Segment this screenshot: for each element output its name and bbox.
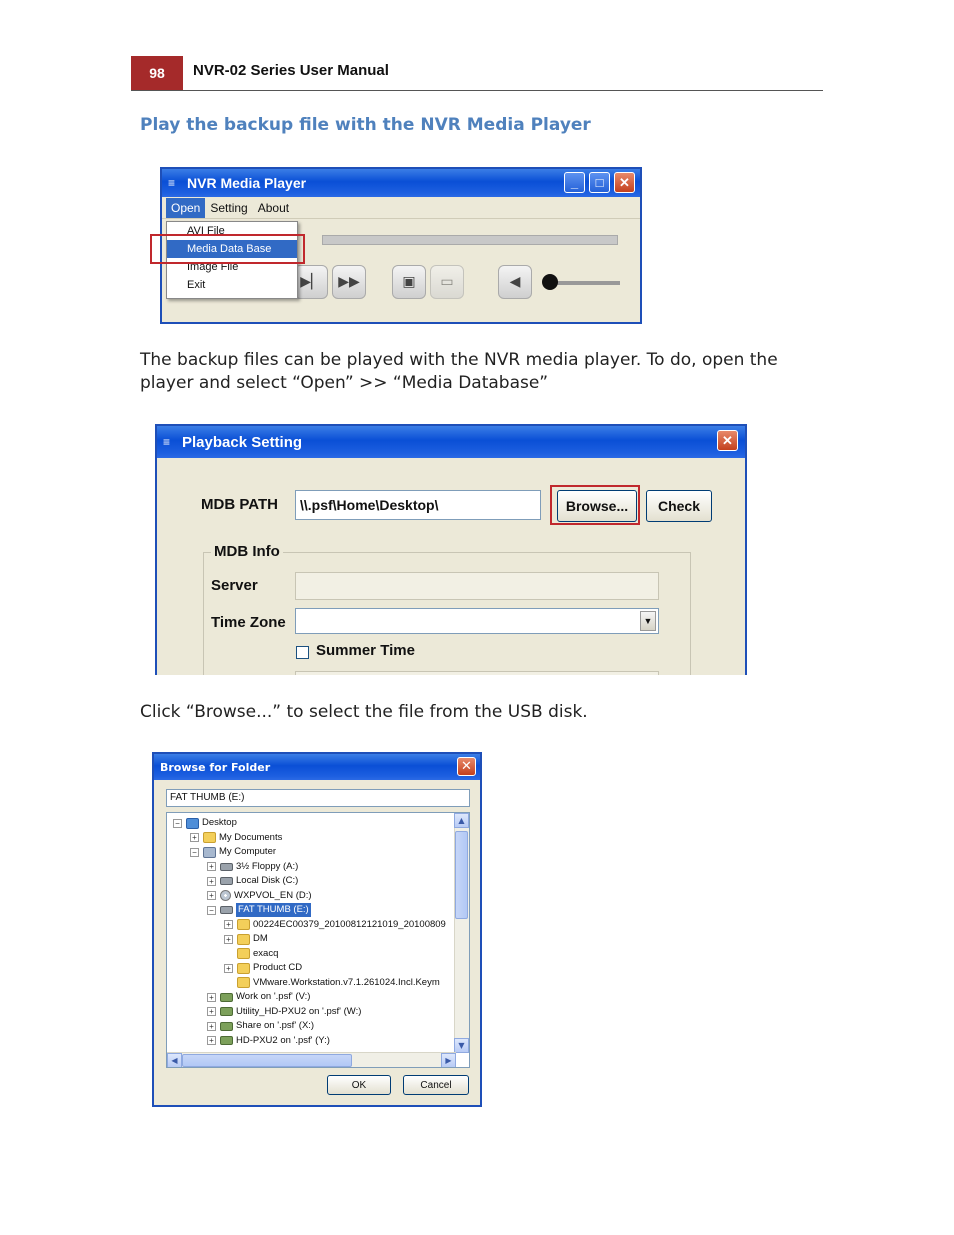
menu-open[interactable]: Open bbox=[166, 198, 205, 218]
tree-item[interactable] bbox=[207, 903, 311, 917]
tree-item-label: Utility_HD-PXU2 on '.psf' (W:) bbox=[236, 1005, 362, 1017]
scroll-down-icon[interactable]: ▼ bbox=[454, 1038, 469, 1053]
tree-item-label: exacq bbox=[253, 947, 279, 959]
close-icon[interactable]: ✕ bbox=[457, 757, 476, 776]
media-player-title: NVR Media Player bbox=[187, 175, 307, 191]
tree-item[interactable] bbox=[224, 918, 446, 932]
tree-item[interactable] bbox=[190, 845, 276, 859]
network-drive-icon bbox=[220, 993, 233, 1002]
playback-setting-window bbox=[155, 424, 747, 675]
summer-time-label: Summer Time bbox=[316, 642, 415, 659]
playback-setting-titlebar bbox=[157, 426, 745, 458]
collapse-icon[interactable]: − bbox=[190, 848, 199, 857]
scroll-left-icon[interactable]: ◀ bbox=[167, 1053, 182, 1068]
app-icon: ≡ bbox=[168, 176, 176, 190]
mdb-info-label: MDB Info bbox=[211, 543, 283, 560]
header-divider bbox=[131, 90, 823, 91]
tree-item-label: HD-PXU2 on '.psf' (Y:) bbox=[236, 1034, 330, 1046]
browse-folder-window bbox=[152, 752, 482, 1107]
highlight-media-data-base bbox=[150, 234, 305, 264]
page-number: 98 bbox=[131, 56, 183, 90]
maximize-icon[interactable]: □ bbox=[589, 172, 610, 193]
tree-item[interactable] bbox=[173, 816, 237, 830]
vertical-scrollbar[interactable] bbox=[454, 813, 469, 1053]
tree-item-label: Product CD bbox=[253, 962, 303, 973]
server-field bbox=[295, 572, 659, 600]
folder-path-field[interactable]: FAT THUMB (E:) bbox=[166, 789, 470, 807]
volume-slider-knob[interactable] bbox=[542, 274, 558, 290]
menu-setting[interactable]: Setting bbox=[210, 200, 248, 215]
folder-icon bbox=[237, 919, 250, 930]
network-drive-icon bbox=[220, 1007, 233, 1016]
paragraph-click-browse: Click “Browse...” to select the file from the USB disk. bbox=[140, 702, 588, 722]
partial-field bbox=[295, 671, 659, 675]
check-button[interactable]: Check bbox=[646, 490, 712, 522]
playback-progress-bar[interactable] bbox=[322, 235, 618, 245]
drive-icon bbox=[220, 877, 233, 885]
tree-item-label: FAT THUMB (E:) bbox=[238, 904, 309, 915]
step-forward-icon[interactable]: ▶▏ bbox=[294, 265, 328, 299]
horizontal-scroll-thumb[interactable] bbox=[182, 1054, 352, 1067]
fast-forward-icon[interactable]: ▶▶ bbox=[332, 265, 366, 299]
tree-item[interactable] bbox=[207, 1034, 330, 1048]
tree-item[interactable] bbox=[207, 874, 298, 888]
volume-speaker-icon[interactable]: ◀ bbox=[498, 265, 532, 299]
highlight-browse-button bbox=[550, 485, 640, 525]
time-zone-select[interactable] bbox=[295, 608, 659, 634]
drive-icon bbox=[220, 906, 233, 914]
drive-icon bbox=[220, 863, 233, 871]
computer-icon bbox=[203, 847, 216, 858]
folder-icon bbox=[203, 832, 216, 843]
browse-folder-title: Browse for Folder bbox=[160, 760, 271, 774]
tree-item[interactable] bbox=[224, 947, 278, 961]
manual-title: NVR-02 Series User Manual bbox=[193, 62, 389, 79]
collapse-icon[interactable]: − bbox=[207, 906, 216, 915]
paragraph-open-player: The backup files can be played with the NVR media player. To do, open the player and select “Open” >> “Media Database” bbox=[140, 350, 778, 393]
tree-item-label: WXPVOL_EN (D:) bbox=[234, 889, 312, 901]
expand-icon[interactable]: + bbox=[207, 993, 216, 1002]
playback-setting-title: Playback Setting bbox=[182, 433, 303, 451]
dvd-icon[interactable]: ▭ bbox=[430, 265, 464, 299]
expand-icon[interactable]: + bbox=[190, 833, 199, 842]
menu-item-avi-file[interactable]: AVI File bbox=[187, 225, 225, 237]
expand-icon[interactable]: + bbox=[224, 935, 233, 944]
scroll-up-icon[interactable]: ▲ bbox=[454, 813, 469, 828]
tree-item[interactable] bbox=[224, 961, 302, 975]
expand-icon[interactable]: + bbox=[207, 1036, 216, 1045]
section-title: Play the backup file with the NVR Media Player bbox=[140, 115, 591, 135]
tree-item[interactable] bbox=[207, 1019, 314, 1033]
collapse-icon[interactable]: − bbox=[173, 819, 182, 828]
expand-icon[interactable]: + bbox=[207, 877, 216, 886]
expand-icon[interactable]: + bbox=[207, 891, 216, 900]
cd-drive-icon bbox=[220, 890, 231, 901]
tree-item[interactable] bbox=[224, 976, 440, 990]
expand-icon[interactable]: + bbox=[224, 964, 233, 973]
tree-item-label: 00224EC00379_20100812121019_20100809 bbox=[253, 918, 446, 930]
ok-button[interactable]: OK bbox=[327, 1075, 391, 1095]
snapshot-camera-icon[interactable]: ▣ bbox=[392, 265, 426, 299]
volume-slider-track[interactable] bbox=[550, 281, 620, 285]
tree-item[interactable] bbox=[207, 990, 310, 1004]
menu-item-exit[interactable]: Exit bbox=[187, 279, 206, 291]
desktop-icon bbox=[186, 818, 199, 829]
expand-icon[interactable]: + bbox=[224, 920, 233, 929]
time-zone-label: Time Zone bbox=[211, 614, 286, 631]
network-drive-icon bbox=[220, 1036, 233, 1045]
tree-item-label: Share on '.psf' (X:) bbox=[236, 1020, 315, 1031]
tree-item-label: 3½ Floppy (A:) bbox=[236, 860, 299, 872]
folder-tree[interactable] bbox=[166, 812, 470, 1068]
app-icon: ≡ bbox=[163, 435, 171, 449]
vertical-scroll-thumb[interactable] bbox=[455, 831, 468, 919]
folder-icon bbox=[237, 963, 250, 974]
close-icon[interactable]: ✕ bbox=[614, 172, 635, 193]
menu-item-media-data-base[interactable]: Media Data Base bbox=[167, 240, 297, 258]
tree-item[interactable] bbox=[224, 932, 268, 946]
cancel-button[interactable]: Cancel bbox=[403, 1075, 469, 1095]
close-icon[interactable]: ✕ bbox=[717, 430, 738, 451]
media-player-titlebar bbox=[162, 169, 640, 197]
expand-icon[interactable]: + bbox=[207, 1007, 216, 1016]
expand-icon[interactable]: + bbox=[207, 862, 216, 871]
folder-icon bbox=[237, 977, 250, 988]
network-drive-icon bbox=[220, 1022, 233, 1031]
folder-icon bbox=[237, 934, 250, 945]
tree-item-label: Desktop bbox=[202, 817, 237, 828]
expand-icon[interactable]: + bbox=[207, 1022, 216, 1031]
tree-item-label: My Documents bbox=[219, 831, 283, 843]
summer-time-checkbox[interactable] bbox=[296, 646, 309, 659]
minimize-icon[interactable]: _ bbox=[564, 172, 585, 193]
scroll-right-icon[interactable]: ▶ bbox=[441, 1053, 456, 1068]
tree-item-label: VMware.Workstation.v7.1.261024.Incl.Keym bbox=[253, 976, 440, 988]
browse-button[interactable]: Browse... bbox=[557, 490, 637, 522]
mdb-path-input[interactable]: \\.psf\Home\Desktop\ bbox=[295, 490, 541, 520]
tree-item[interactable] bbox=[207, 860, 298, 874]
browse-folder-titlebar bbox=[154, 754, 480, 780]
chevron-down-icon[interactable]: ▼ bbox=[640, 611, 656, 631]
tree-item[interactable] bbox=[207, 889, 312, 903]
menu-bar bbox=[162, 197, 640, 219]
tree-item-label: My Computer bbox=[219, 846, 277, 857]
menu-item-image-file[interactable]: Image File bbox=[187, 261, 239, 273]
tree-item-label: DM bbox=[253, 933, 268, 944]
tree-item[interactable] bbox=[190, 831, 282, 845]
tree-item-label: Local Disk (C:) bbox=[236, 875, 299, 886]
tree-item-label: Work on '.psf' (V:) bbox=[236, 991, 311, 1002]
tree-item[interactable] bbox=[207, 1005, 361, 1019]
server-label: Server bbox=[211, 577, 258, 594]
menu-about[interactable]: About bbox=[257, 200, 290, 215]
horizontal-scrollbar[interactable] bbox=[167, 1052, 456, 1067]
folder-icon bbox=[237, 948, 250, 959]
mdb-path-label: MDB PATH bbox=[201, 496, 278, 513]
